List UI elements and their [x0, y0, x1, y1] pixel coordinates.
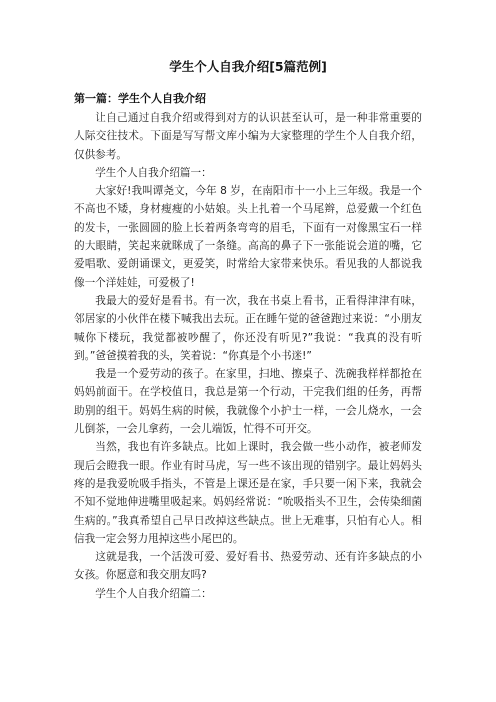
piece-heading: 学生个人自我介绍篇二：: [95, 587, 212, 600]
body-paragraph: 当然，我也有许多缺点。比如上课时，我会做一些小动作，被老师发现后会瞪我一眼。作业有时马虎，写一些不该出现的错别字。最让妈妈头疼的是我爱吮吸手指头，不管是上课还是在家，手只要一闲下来，我就会不知不觉地伸进嘴里吸起来。妈妈经常说：“吮吸指头不卫生，会传染细菌生病的。”我真希望自己早日改掉这些缺点。世上无难事，只怕有心人。相信我一定会努力甩掉这些小尾巴的。: [74, 441, 422, 545]
body-paragraph: 大家好!我叫谭尧文，今年 8 岁，在南阳市十一小上三年级。我是一个不高也不矮，身材瘦瘦的小姑娘。头上扎着一个马尾辫，总爱戴一个红色的发卡，一张圆圆的脸上长着两条弯弯的眉毛，下面有一对像黑宝石一样的大眼睛，笑起来就眯成了一条缝。高高的鼻子下一张能说会道的嘴，它爱唱歌、爱朗诵课文，更爱笑，时常给大家带来快乐。看见我的人都说我像一个洋娃娃，可爱极了!: [74, 185, 422, 289]
document-title: 学生个人自我介绍[5篇范例]: [169, 59, 327, 74]
intro-paragraph: 让自己通过自我介绍或得到对方的认识甚至认可，是一种非常重要的人际交往技术。下面是写写帮文库小编为大家整理的学生个人自我介绍，仅供参考。: [74, 112, 422, 161]
section-title: 第一篇：学生个人自我介绍: [74, 92, 206, 105]
body-paragraph: 这就是我，一个活泼可爱、爱好看书、热爱劳动、还有许多缺点的小女孩。你愿意和我交朋友吗?: [74, 551, 422, 582]
body-paragraph: 我是一个爱劳动的孩子。在家里，扫地、擦桌子、洗碗我样样都抢在妈妈前面干。在学校值日，我总是第一个行动，干完我们组的任务，再帮助别的组干。妈妈生病的时候，我就像个小护士一样，一会儿烧水，一会儿倒茶，一会儿拿药，一会儿端饭，忙得不可开交。: [74, 368, 422, 436]
body-paragraph: 我最大的爱好是看书。有一次，我在书桌上看书，正看得津津有味，邻居家的小伙伴在楼下喊我出去玩。正在睡午觉的爸爸跑过来说：“小朋友喊你下楼玩，我觉都被吵醒了，你还没有听见?”我说：“我真的没有听到。”爸爸摸着我的头，笑着说：“你真是个小书迷!”: [74, 294, 422, 362]
piece-heading: 学生个人自我介绍篇一：: [95, 166, 212, 179]
